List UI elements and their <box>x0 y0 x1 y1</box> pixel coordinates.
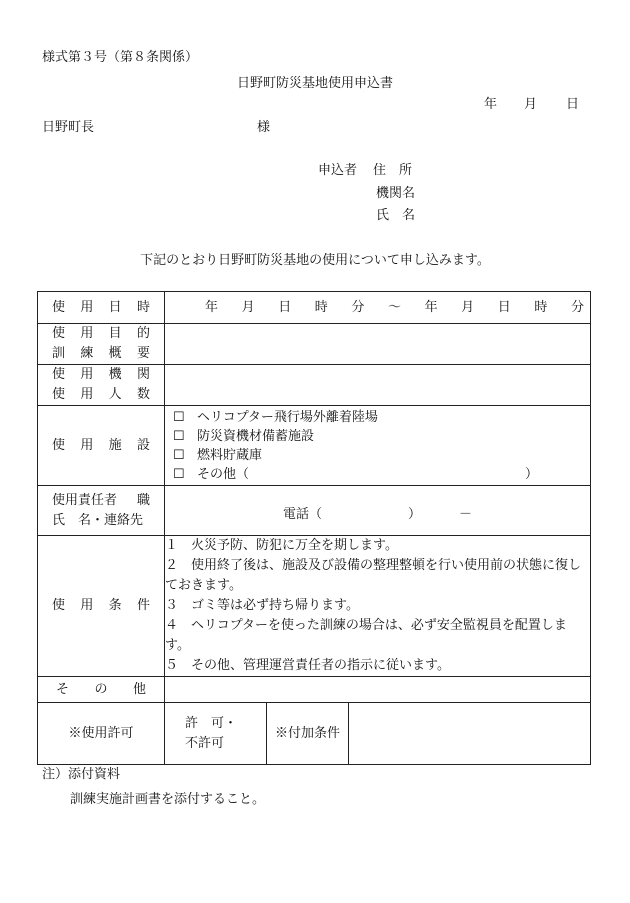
field-responsible[interactable] <box>165 486 591 536</box>
applicant-name-label: 氏 名 <box>376 208 416 223</box>
label-purpose: 使 用 目 的 訓 練 概 要 <box>38 324 165 365</box>
page-title: 日野町防災基地使用申込書 <box>236 76 393 91</box>
label-extra-conditions: ※付加条件 <box>267 703 349 765</box>
row-conditions <box>38 536 591 677</box>
date-year: 年 <box>484 97 498 112</box>
checkbox-icon[interactable]: ☐ <box>173 466 185 482</box>
phone-dash: － <box>459 506 473 522</box>
field-other[interactable] <box>165 677 591 703</box>
label-facility: 使 用 施 設 <box>38 406 165 486</box>
facility-option-stockpile[interactable]: ☐ 防災資機材備蓄施設 <box>173 428 315 444</box>
facility-option-heliport[interactable]: ☐ ヘリコプター飛行場外離着陸場 <box>173 409 378 425</box>
date-day: 日 <box>566 97 580 112</box>
date-month: 月 <box>524 97 538 112</box>
checkbox-icon[interactable]: ☐ <box>173 447 185 463</box>
field-conditions <box>165 536 591 677</box>
applicant-label: 申込者 <box>318 163 358 178</box>
field-facility <box>165 406 591 486</box>
checkbox-icon[interactable]: ☐ <box>173 409 185 425</box>
condition-item: ４ ヘリコプターを使った訓練の場合は、必ず安全監視員を配置します。 <box>165 618 567 653</box>
intro-text: 下記のとおり日野町防災基地の使用について申し込みます。 <box>140 253 490 268</box>
date-line <box>484 97 497 113</box>
row-facility <box>38 406 591 486</box>
facility-option-other[interactable]: ☐ その他（ ） <box>173 466 538 482</box>
condition-item: １ 火災予防、防犯に万全を期します。 <box>165 538 398 553</box>
row-other <box>38 677 591 703</box>
applicant-organization-label: 機関名 <box>376 186 416 201</box>
checkbox-icon[interactable]: ☐ <box>173 428 185 444</box>
note-text: 訓練実施計画書を添付すること。 <box>70 792 266 807</box>
row-purpose <box>38 324 591 365</box>
applicant-address-label: 住 所 <box>373 163 413 178</box>
note-label: 注）添付資料 <box>42 767 121 782</box>
field-datetime[interactable]: 年 月 日 時 分 ～ 年 月 日 時 分 <box>165 292 591 324</box>
label-permission: ※使用許可 <box>38 703 165 765</box>
field-extra-conditions[interactable] <box>349 703 591 765</box>
phone-close: ） <box>407 506 421 522</box>
row-organization <box>38 365 591 406</box>
row-datetime <box>38 292 591 324</box>
condition-item: ３ ゴミ等は必ず持ち帰ります。 <box>165 598 359 613</box>
field-organization[interactable] <box>165 365 591 406</box>
row-permission <box>38 703 591 765</box>
label-conditions: 使 用 条 件 <box>38 536 165 677</box>
phone-label: 電話（ <box>282 506 322 522</box>
condition-item: ５ その他、管理運営責任者の指示に従います。 <box>165 658 450 673</box>
row-responsible <box>38 486 591 536</box>
label-responsible: 使用責任者 職 氏 名・連絡先 <box>38 486 165 536</box>
addressee-honorific: 様 <box>257 120 271 135</box>
label-other: そ の 他 <box>38 677 165 703</box>
application-table <box>37 291 591 765</box>
facility-option-fuel-storage[interactable]: ☐ 燃料貯蔵庫 <box>173 447 263 463</box>
label-organization: 使 用 機 関 使 用 人 数 <box>38 365 165 406</box>
form-number: 様式第３号（第８条関係） <box>42 50 199 65</box>
field-purpose[interactable] <box>165 324 591 365</box>
addressee-name: 日野町長 <box>42 120 95 135</box>
label-datetime: 使 用 日 時 <box>38 292 165 324</box>
condition-item: ２ 使用終了後は、施設及び設備の整理整頓を行い使用前の状態に復しておきます。 <box>165 558 582 593</box>
field-permission-choice[interactable]: 許 可・ 不許可 <box>165 703 267 765</box>
